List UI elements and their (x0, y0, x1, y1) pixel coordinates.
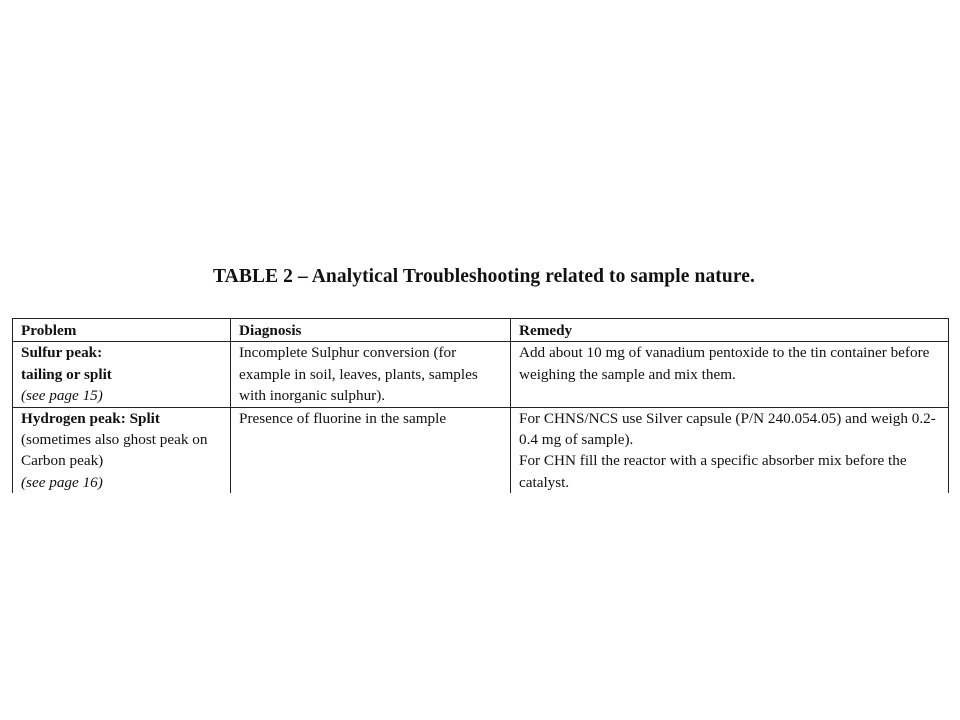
remedy-cell: Add about 10 mg of vanadium pentoxide to the tin container before weighing the sample and mix them. (511, 342, 949, 407)
remedy-cell (511, 407, 949, 493)
table-row (13, 407, 949, 493)
table-header-row (13, 319, 949, 342)
problem-title: Hydrogen peak: Split (21, 409, 160, 427)
page-reference: (see page 16) (21, 473, 103, 491)
table-caption: TABLE 2 – Analytical Troubleshooting related to sample nature. (213, 266, 755, 287)
diagnosis-cell: Presence of fluorine in the sample (231, 407, 511, 493)
problem-cell (13, 342, 231, 407)
problem-detail: (sometimes also ghost peak on Carbon peak) (21, 431, 208, 470)
problem-subtitle: tailing or split (21, 365, 112, 383)
column-header-remedy: Remedy (511, 319, 949, 342)
table-row (13, 342, 949, 407)
problem-title: Sulfur peak: (21, 344, 103, 362)
column-header-diagnosis: Diagnosis (231, 319, 511, 342)
remedy-paragraph: For CHNS/NCS use Silver capsule (P/N 240.054.05) and weigh 0.2-0.4 mg of sample). (519, 409, 936, 449)
troubleshooting-table (12, 318, 949, 493)
problem-cell (13, 407, 231, 493)
remedy-paragraph: For CHN fill the reactor with a specific absorber mix before the catalyst. (519, 452, 907, 491)
column-header-problem: Problem (13, 319, 231, 342)
diagnosis-cell: Incomplete Sulphur conversion (for example in soil, leaves, plants, samples with inorganic sulphur). (231, 342, 511, 407)
page-reference: (see page 15) (21, 387, 103, 405)
